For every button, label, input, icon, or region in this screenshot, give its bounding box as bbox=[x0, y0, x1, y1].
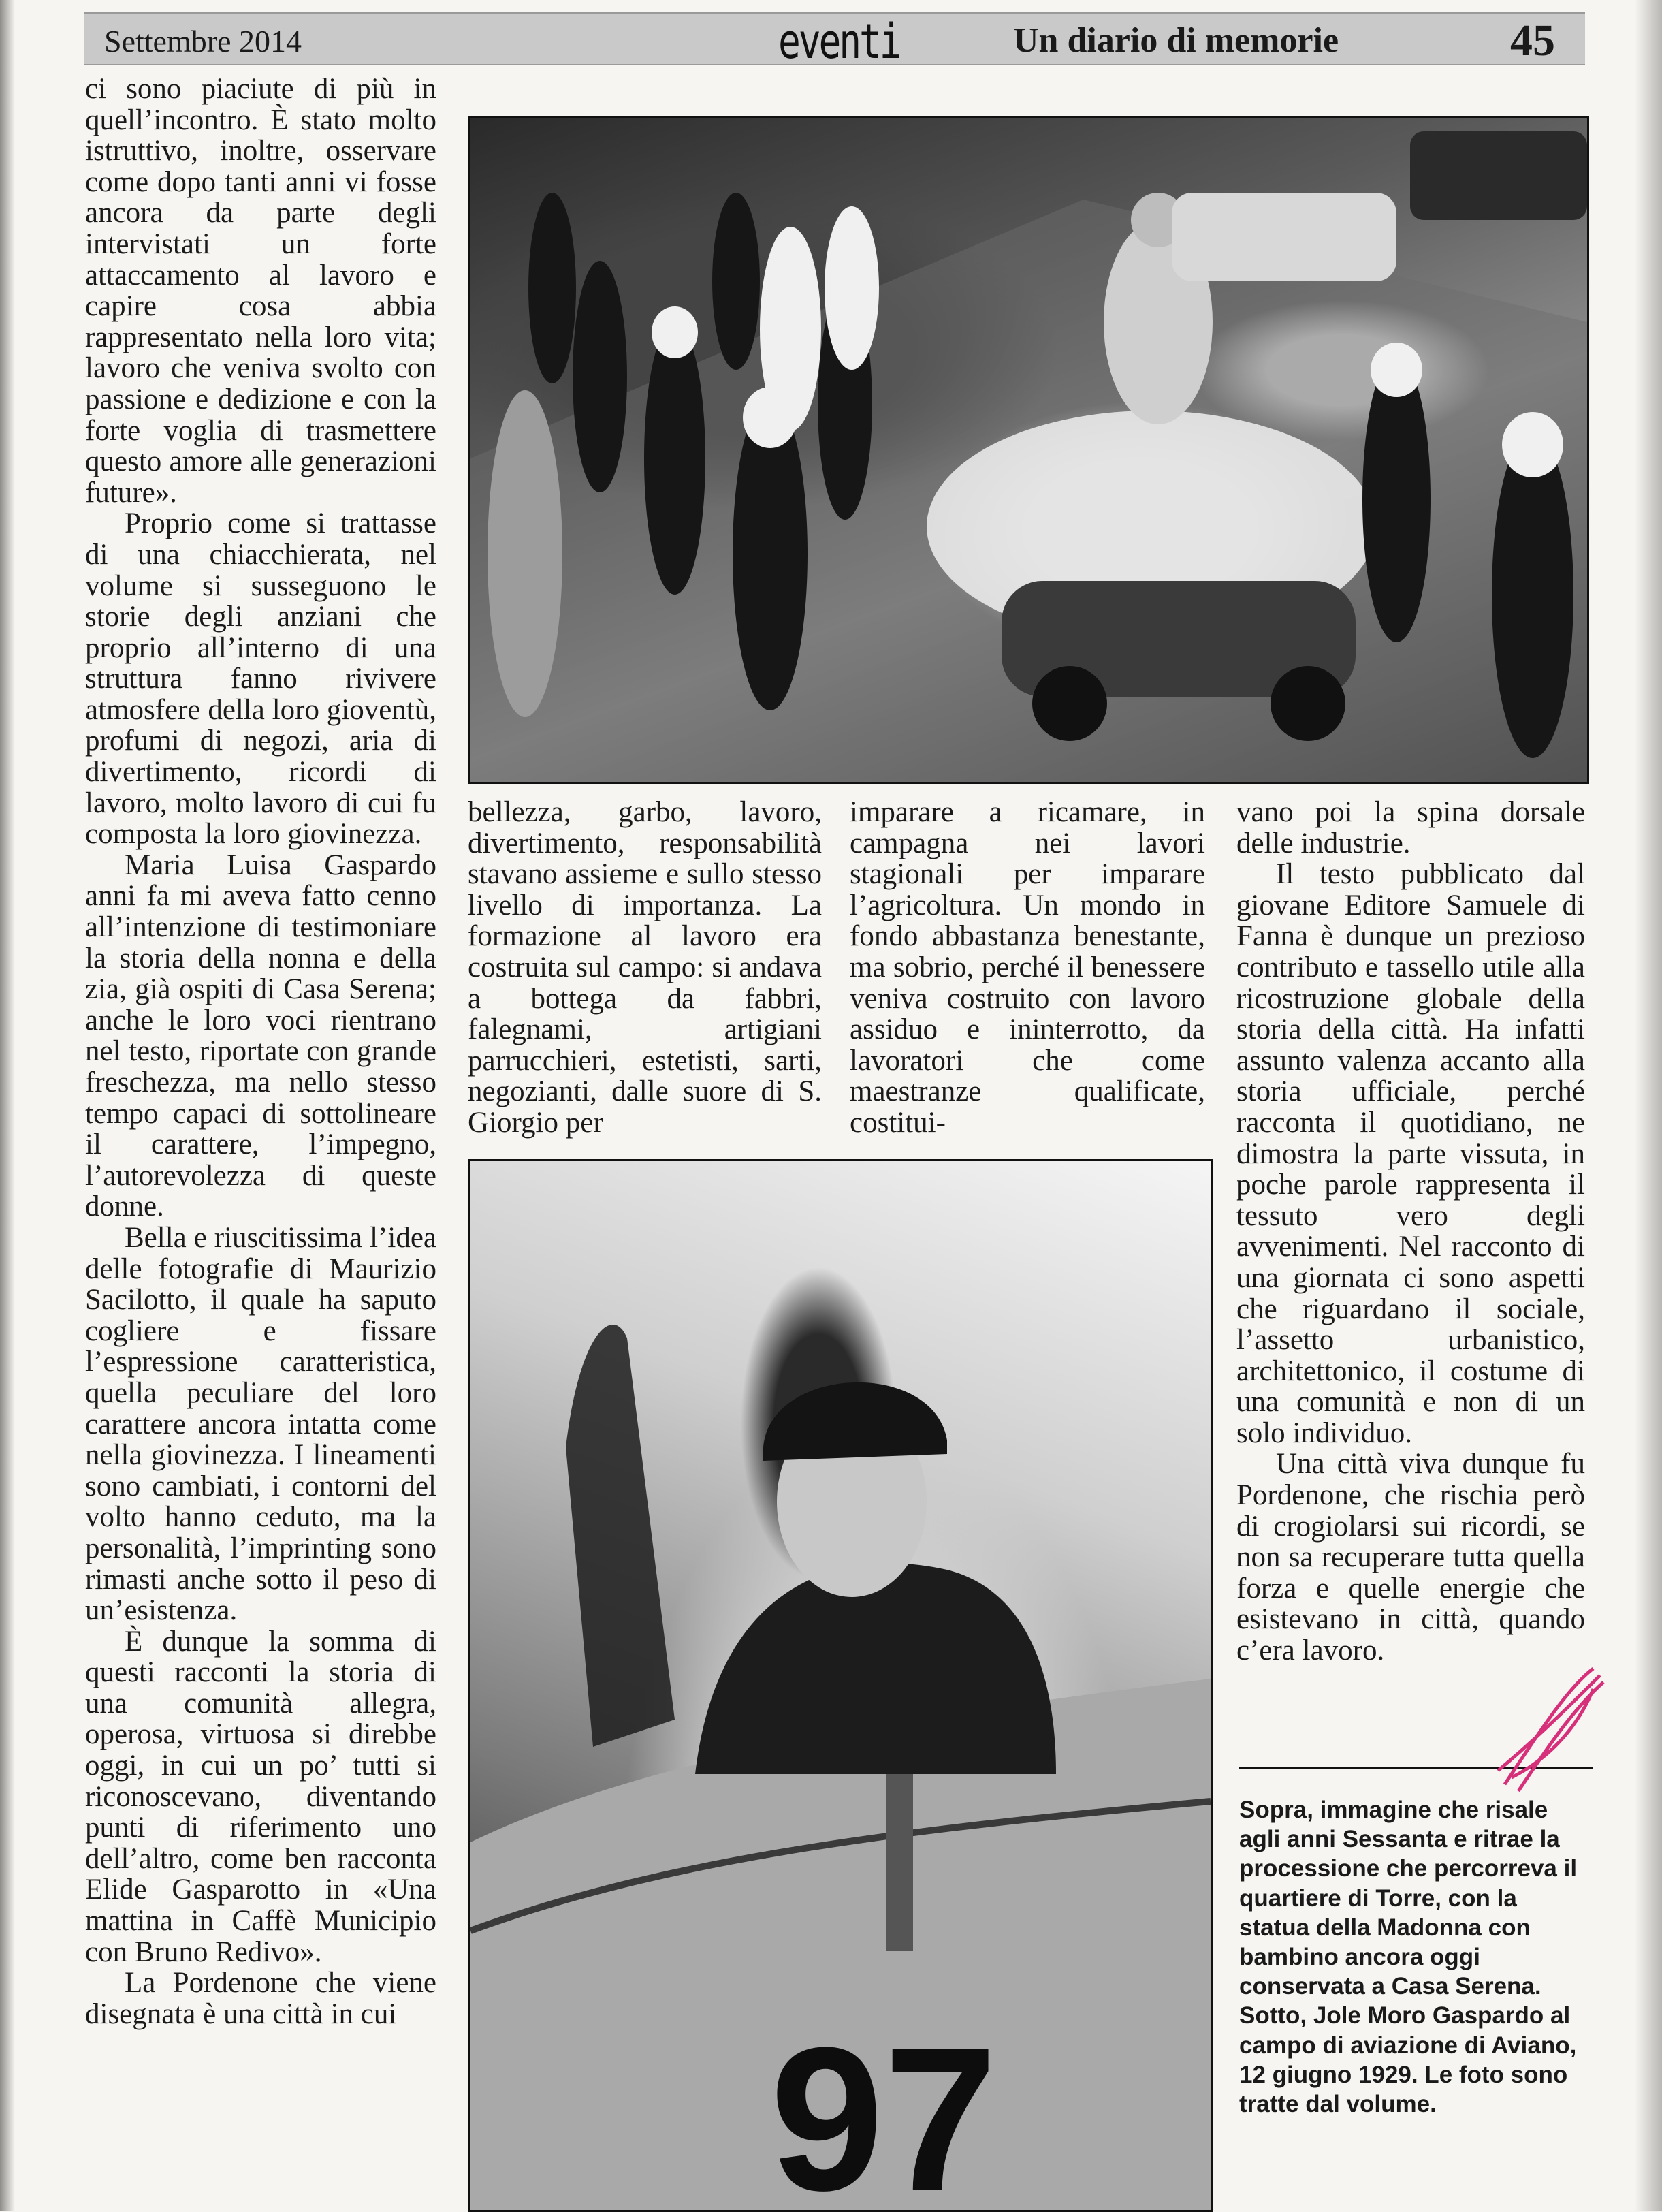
paragraph: Il testo pubblicato dal giovane Editore Samuele di Fanna è dunque un prezioso contributo e tassello utile alla ricostruzione globale della storia della città. Ha infatti assunto valenza accanto alla storia ufficiale, perché racconta il quotidiano, ne dimostra la parte vissuta, in poche parole rappresenta il tessuto vero degli avvenimenti. Nel racconto di una giornata ci sono aspetti che riguardano il sociale, l’assetto urbanistico, architettonico, il costume di una comunità e non di un solo individuo. bbox=[1236, 858, 1585, 1449]
section-logo: eventi bbox=[778, 14, 900, 69]
page-number: 45 bbox=[1510, 16, 1555, 65]
paragraph: Proprio come si trattasse di una chiacchierata, nel volume si susseguono le storie degli anziani che proprio all’interno di una struttura fanno rivivere atmosfere della loro gioventù, profumi di negozi, aria di divertimento, ricordi di lavoro, molto lavoro di cui fu composta la loro giovinezza. bbox=[85, 507, 436, 851]
paragraph: Bella e riuscitissima l’idea delle fotografie di Maurizio Sacilotto, il quale ha saputo cogliere e fissare l’espressione caratteristica, quella peculiare del loro carattere ancora intatta come nella giovinezza. I lineamenti sono cambiati, i contorni del volto hanno ceduto, ma la personalità, l’imprinting sono rimasti anche sotto il peso di un’esistenza. bbox=[85, 1221, 436, 1627]
paragraph: Una città viva dunque fu Pordenone, che rischia però di crogiolarsi sui ricordi, se non sa recuperare tutta quella forza e quelle energie che esistevano in città, quando c’era lavoro. bbox=[1236, 1448, 1585, 1667]
paragraph: La Pordenone che viene disegnata è una città in cui bbox=[85, 1967, 436, 2030]
ink-scribble bbox=[1491, 1662, 1607, 1798]
paragraph: bellezza, garbo, lavoro, divertimento, responsabilità stavano assieme e sullo stesso livello di importanza. La formazione al lavoro era costruita sul campo: si andava a bottega da fabbri, falegnami, artigiani parrucchieri, estetisti, sarti, negozianti, dalle suore di S. Giorgio per bbox=[468, 796, 822, 1139]
aviator-photo bbox=[468, 1159, 1213, 2212]
page-header bbox=[84, 12, 1585, 69]
procession-photo bbox=[468, 116, 1589, 784]
paragraph: È dunque la somma di questi racconti la storia di una comunità allegra, operosa, virtuosa si direbbe oggi, in cui un po’ tutti si riconoscevano, diventando punti di riferimento uno dell’altro, come ben racconta Elide Gasparotto in «Una mattina in Caffè Municipio con Bruno Redivo». bbox=[85, 1625, 436, 1968]
issue-date: Settembre 2014 bbox=[104, 24, 302, 59]
page-fold-shadow bbox=[1635, 0, 1662, 2211]
page-title: Un diario di memorie bbox=[1013, 21, 1339, 60]
article-column-2 bbox=[468, 797, 822, 1139]
paragraph: Maria Luisa Gaspardo anni fa mi aveva fatto cenno all’intenzione di testimoniare la storia della nonna e della zia, già ospiti di Casa Serena; anche le loro voci rientrano nel testo, riportate con grande freschezza, ma nello stesso tempo capaci di sottolineare il carattere, l’impegno, l’autorevolezza di queste donne. bbox=[85, 849, 436, 1223]
paragraph: vano poi la spina dorsale delle industrie. bbox=[1236, 796, 1585, 859]
paragraph: imparare a ricamare, in campagna nei lavori stagionali per imparare l’agricoltura. Un mondo in fondo abbastanza benestante, ma sobrio, perché il benessere veniva costruito con lavoro assiduo e ininterrotto, da lavoratori che come maestranze qualificate, costitui- bbox=[850, 796, 1205, 1139]
procession-illustration bbox=[470, 118, 1587, 782]
aviator-illustration bbox=[470, 1161, 1211, 2210]
photo-caption: Sopra, immagine che risale agli anni Sessanta e ritrae la processione che percorreva il quartiere di Torre, con la statua della Madonna con bambino ancora oggi conservata a Casa Serena. Sotto, Jole Moro Gaspardo al campo di aviazione di Aviano, 12 giugno 1929. Le foto sono tratte dal volume. bbox=[1239, 1797, 1578, 2118]
paragraph: ci sono piaciute di più in quell’incontro. È stato molto istruttivo, inoltre, osservare come dopo tanti anni vi fosse ancora da parte degli intervistati un forte attaccamento al lavoro e capire cosa abbia rappresentato nella loro vita; lavoro che veniva svolto con passione e dedizione e con la forte voglia di trasmettere questo amore alle generazioni future». bbox=[85, 73, 436, 509]
article-column-1 bbox=[85, 74, 436, 2029]
aircraft-number: 97 bbox=[770, 2004, 997, 2210]
page-edge bbox=[0, 0, 15, 2211]
article-column-3 bbox=[850, 797, 1205, 1139]
article-column-4 bbox=[1236, 797, 1585, 1666]
